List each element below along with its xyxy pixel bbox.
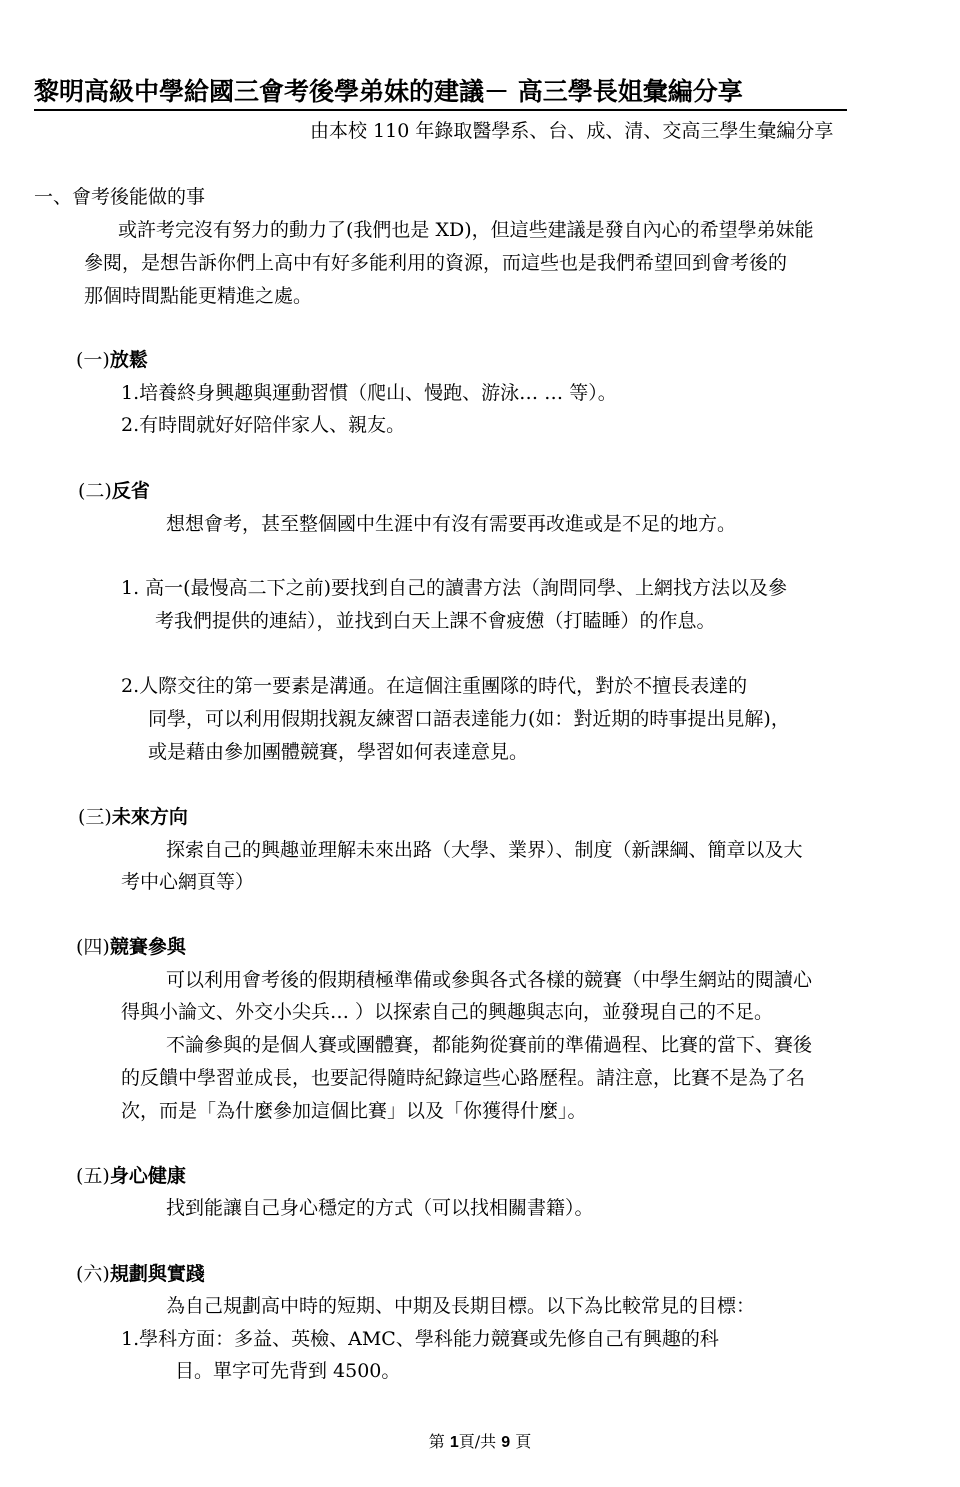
footer-suffix: 頁	[515, 1432, 532, 1451]
page-footer	[0, 1432, 960, 1453]
subsection-number: (五)	[76, 1165, 110, 1187]
subsection-heading-health	[76, 1163, 186, 1189]
subsection-number: (二)	[78, 480, 112, 502]
subsection-number: (三)	[78, 806, 112, 828]
subsection-heading-reflect	[78, 478, 150, 504]
list-item: 1. 高一(最慢高二下之前)要找到自己的讀書方法（詢問同學、上網找方法以及參	[121, 577, 787, 599]
list-item: 2.有時間就好好陪伴家人、親友。	[121, 414, 406, 436]
list-item-continuation: 或是藉由參加團體競賽，學習如何表達意見。	[148, 741, 529, 763]
list-item: 1.培養終身興趣與運動習慣（爬山、慢跑、游泳… … 等）。	[121, 382, 617, 404]
paragraph-line: 想想會考，甚至整個國中生涯中有沒有需要再改進或是不足的地方。	[166, 513, 737, 535]
subsection-heading-future	[78, 804, 188, 830]
document-subtitle: 由本校 110 年錄取醫學系、台、成、清、交高三學生彙編分享	[310, 120, 834, 142]
list-item: 2.人際交往的第一要素是溝通。在這個注重團隊的時代，對於不擅長表達的	[121, 675, 748, 697]
subsection-number: (六)	[76, 1263, 110, 1285]
paragraph-line: 可以利用會考後的假期積極準備或參與各式各樣的競賽（中學生網站的閱讀心	[166, 969, 813, 991]
paragraph-line: 次，而是「為什麼參加這個比賽」以及「你獲得什麼」。	[121, 1100, 587, 1122]
paragraph-line: 探索自己的興趣並理解未來出路（大學、業界）、制度（新課綱、簡章以及大	[166, 839, 803, 861]
subsection-heading-relax	[76, 347, 148, 373]
footer-middle: 頁/共	[458, 1432, 497, 1451]
list-item-continuation: 目。單字可先背到 4500。	[175, 1360, 401, 1382]
subsection-heading-competition	[76, 934, 186, 960]
subsection-title: 規劃與實踐	[109, 1263, 205, 1285]
paragraph-line: 為自己規劃高中時的短期、中期及長期目標。以下為比較常見的目標：	[166, 1295, 756, 1317]
intro-line-3: 那個時間點能更精進之處。	[84, 285, 313, 307]
subsection-number: (四)	[76, 936, 110, 958]
subsection-title: 競賽參與	[109, 936, 186, 958]
page-number: 1	[449, 1434, 459, 1451]
subsection-heading-planning	[76, 1261, 205, 1287]
subsection-title: 未來方向	[111, 806, 188, 828]
intro-line-2: 參閱，是想告訴你們上高中有好多能利用的資源，而這些也是我們希望回到會考後的	[84, 252, 788, 274]
page-total: 9	[501, 1434, 511, 1451]
subsection-title: 放鬆	[109, 349, 148, 371]
paragraph-line: 找到能讓自己身心穩定的方式（可以找相關書籍）。	[166, 1197, 594, 1219]
intro-line-1: 或許考完沒有努力的動力了(我們也是 XD)，但這些建議是發自內心的希望學弟妹能	[118, 219, 814, 241]
list-item-continuation: 同學，可以利用假期找親友練習口語表達能力(如：對近期的時事提出見解)，	[148, 708, 790, 730]
footer-prefix: 第	[428, 1432, 445, 1451]
subsection-title: 反省	[111, 480, 150, 502]
paragraph-line: 不論參與的是個人賽或團體賽，都能夠從賽前的準備過程、比賽的當下、賽後	[166, 1034, 813, 1056]
paragraph-line: 考中心網頁等）	[121, 871, 255, 893]
document-title: 黎明高級中學給國三會考後學弟妹的建議－ 高三學長姐彙編分享	[34, 76, 847, 111]
section-heading: 一、會考後能做的事	[34, 186, 206, 208]
list-item-continuation: 考我們提供的連結），並找到白天上課不會疲憊（打瞌睡）的作息。	[155, 610, 716, 632]
paragraph-line: 得與小論文、外交小尖兵… ）以探索自己的興趣與志向，並發現自己的不足。	[121, 1001, 774, 1023]
subsection-title: 身心健康	[109, 1165, 186, 1187]
subsection-number: (一)	[76, 349, 110, 371]
list-item: 1.學科方面：多益、英檢、AMC、學科能力競賽或先修自己有興趣的科	[121, 1328, 719, 1350]
paragraph-line: 的反饋中學習並成長，也要記得隨時紀錄這些心路歷程。請注意，比賽不是為了名	[121, 1067, 806, 1089]
